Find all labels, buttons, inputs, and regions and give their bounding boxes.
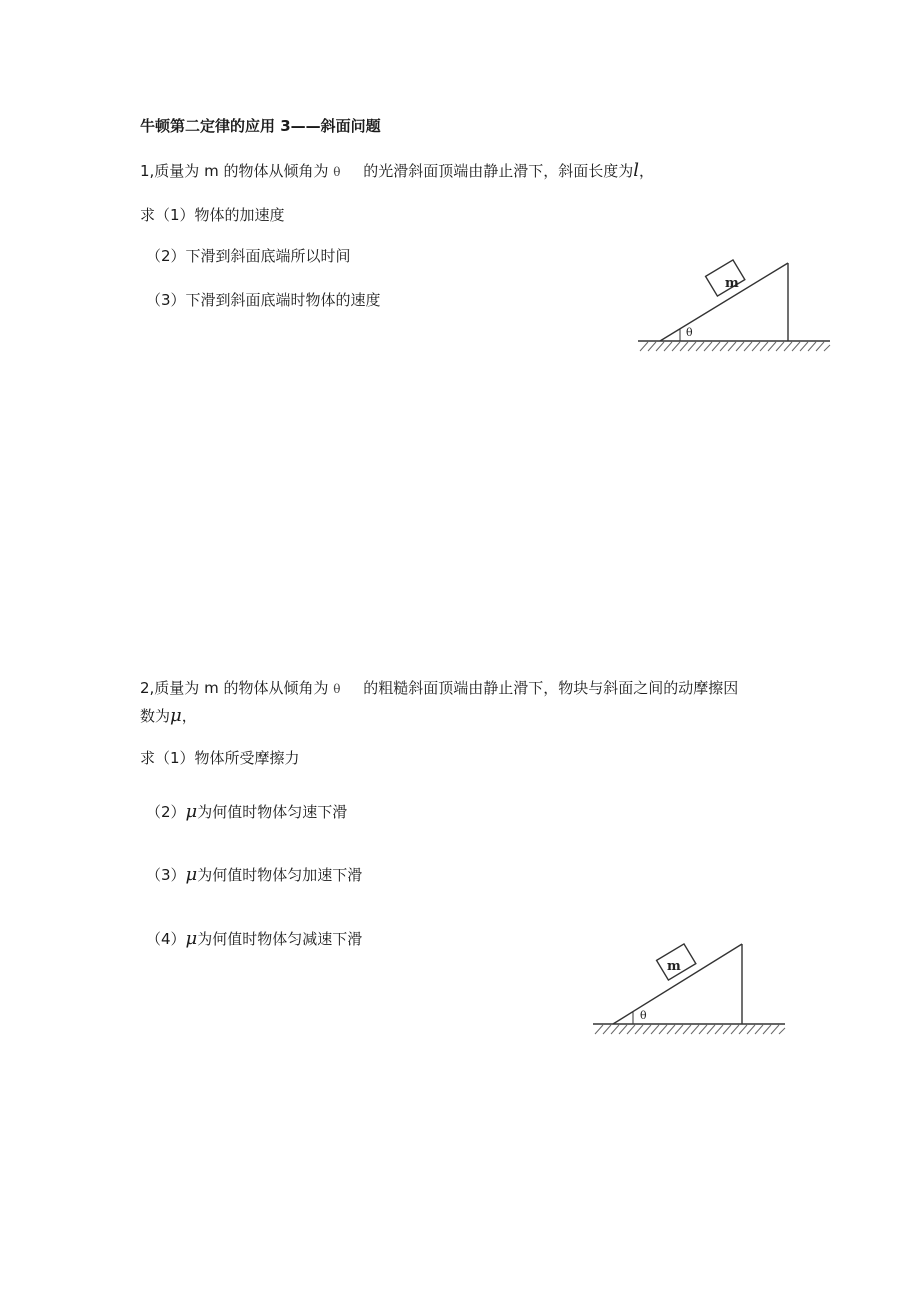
problem1-stem: [140, 161, 654, 182]
problem1-question-2: （2）下滑到斜面底端所以时间: [146, 247, 351, 265]
problem2-q3-text: 为何值时物体匀加速下滑: [197, 866, 363, 884]
problem2-q3-prefix: （3）: [146, 866, 186, 884]
problem2-question-1: 求（1）物体所受摩擦力: [140, 749, 300, 767]
angle-label-1: θ: [686, 326, 693, 339]
incline-diagram-1: [630, 255, 840, 355]
problem1-stem-a: 1,质量为 m 的物体从倾角为: [140, 162, 329, 180]
problem1-question-3: （3）下滑到斜面底端时物体的速度: [146, 291, 381, 309]
problem2-stem-a: 2,质量为 m 的物体从倾角为: [140, 679, 329, 697]
problem1-question-1: 求（1）物体的加速度: [140, 206, 285, 224]
problem1-stem-end: ，: [639, 162, 655, 180]
block-label-1: m: [725, 276, 739, 291]
block-label-2: m: [667, 959, 681, 974]
problem2-theta-symbol: θ: [333, 682, 341, 696]
problem1-length-symbol: l: [633, 160, 640, 181]
problem1-theta-symbol: θ: [333, 165, 341, 179]
angle-label-2: θ: [640, 1009, 647, 1022]
problem2-question-3: [146, 865, 362, 885]
problem2-q4-prefix: （4）: [146, 930, 186, 948]
problem2-stem-b: 的粗糙斜面顶端由静止滑下，物块与斜面之间的动摩擦因: [363, 679, 739, 697]
problem2-q2-mu: μ: [185, 801, 198, 822]
problem2-q2-text: 为何值时物体匀速下滑: [197, 803, 348, 821]
document-title: 牛顿第二定律的应用 3——斜面问题: [140, 117, 381, 135]
problem2-q4-text: 为何值时物体匀减速下滑: [197, 930, 363, 948]
problem2-question-4: [146, 929, 362, 949]
problem2-q3-mu: μ: [185, 864, 198, 885]
problem1-stem-b: 的光滑斜面顶端由静止滑下，斜面长度为: [363, 162, 634, 180]
problem2-mu-symbol: μ: [170, 705, 182, 726]
problem2-stem-end: ，: [181, 707, 197, 725]
problem2-q4-mu: μ: [185, 928, 198, 949]
problem2-q2-prefix: （2）: [146, 803, 186, 821]
problem2-stem-cont: [140, 706, 197, 726]
problem2-question-2: [146, 802, 347, 822]
problem2-stem: [140, 678, 738, 699]
incline-diagram-2: [585, 935, 795, 1040]
problem2-stem-c: 数为: [140, 707, 171, 725]
